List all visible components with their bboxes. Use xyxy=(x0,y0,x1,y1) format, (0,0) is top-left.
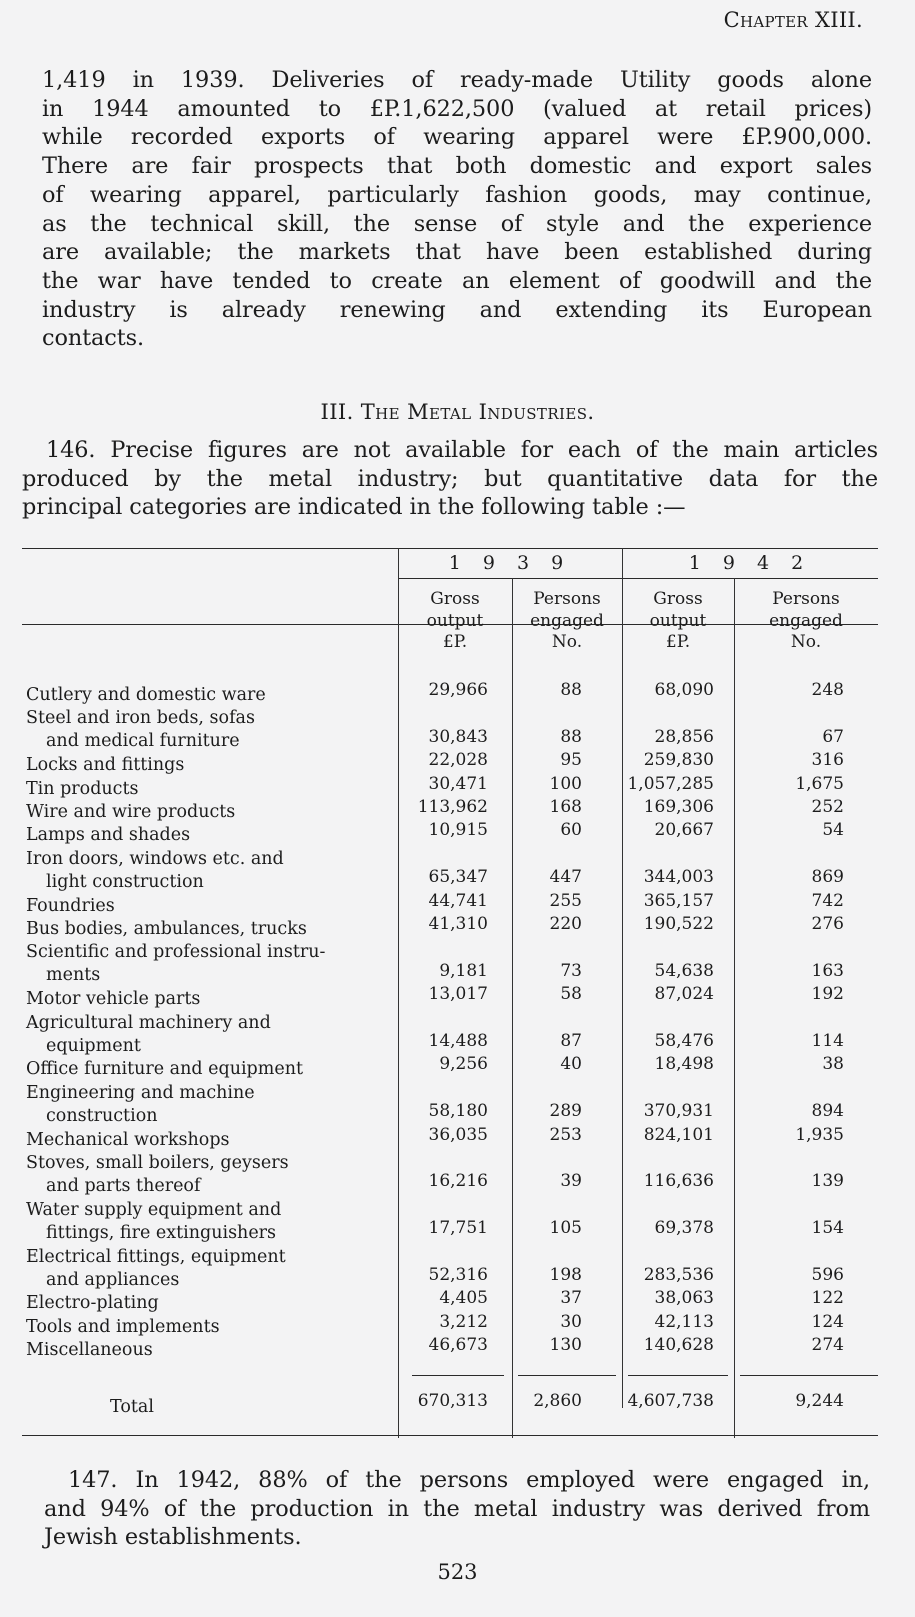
table-cell: 41,310 xyxy=(428,914,488,934)
table-cell: 169,306 xyxy=(643,797,714,817)
metal-industries-table xyxy=(22,548,878,1460)
table-cell: 9,256 xyxy=(439,1054,488,1075)
row-label-line: Steel and iron beds, sofas xyxy=(26,708,255,729)
text-line: 1,419 in 1939. Deliveries of ready-made Utility goods alone xyxy=(42,67,872,93)
column-header xyxy=(398,588,512,632)
row-label-line: Electrical fittings, equipment xyxy=(26,1246,286,1267)
table-cell: 220 xyxy=(549,914,582,934)
text-line: as the technical skill, the sense of style and the experience xyxy=(42,210,872,237)
row-label-line: Motor vehicle parts xyxy=(26,989,201,1010)
row-label-line: Iron doors, windows etc. and xyxy=(26,848,284,869)
row-label-line: Bus bodies, ambulances, trucks xyxy=(26,919,307,939)
table-cell: 17,751 xyxy=(428,1218,488,1239)
column-header xyxy=(622,588,734,632)
table-cell: 38 xyxy=(822,1054,844,1075)
table-cell: 40 xyxy=(560,1054,582,1075)
paragraph-146 xyxy=(22,436,878,522)
paragraph-continuation xyxy=(42,66,872,353)
table-cell: 894 xyxy=(811,1101,844,1122)
total-label: Total xyxy=(110,1396,154,1417)
table-cell: 37 xyxy=(560,1288,582,1309)
row-label xyxy=(26,1152,289,1198)
table-cell: 255 xyxy=(549,890,582,911)
row-label-line: Miscellaneous xyxy=(26,1340,153,1361)
table-cell: 3,212 xyxy=(439,1311,488,1332)
table-cell: 365,157 xyxy=(643,890,714,911)
row-label xyxy=(26,988,200,1011)
row-label-line: Mechanical workshops xyxy=(26,1129,230,1150)
year-header: 1 9 4 2 xyxy=(688,552,812,574)
row-label xyxy=(26,1316,220,1339)
row-label-line: Agricultural machinery and xyxy=(26,1012,271,1033)
text-line: and 94% of the production in the metal industry was derived from xyxy=(44,1495,870,1522)
table-cell: 154 xyxy=(811,1218,844,1239)
row-label xyxy=(26,754,184,777)
table-cell: 869 xyxy=(811,867,844,888)
table-cell: 139 xyxy=(811,1171,844,1192)
row-label-line: Electro-plating xyxy=(26,1293,159,1314)
table-cell: 58 xyxy=(560,984,582,1005)
text-line: 147. In 1942, 88% of the persons employed were engaged in, xyxy=(68,1467,870,1493)
row-label-line: Wire and wire products xyxy=(26,802,236,822)
row-label xyxy=(26,1012,271,1058)
row-label-line: Tin products xyxy=(26,778,139,799)
table-cell: 122 xyxy=(811,1288,844,1309)
table-cell: 46,673 xyxy=(428,1335,488,1356)
table-cell: 289 xyxy=(549,1101,582,1122)
table-cell: 824,101 xyxy=(643,1124,714,1145)
row-label xyxy=(26,1292,159,1315)
table-cell: 65,347 xyxy=(428,867,488,888)
paragraph-147 xyxy=(44,1466,870,1552)
table-cell: 9,181 xyxy=(439,960,488,981)
text-line: There are fair prospects that both domestic and export sales xyxy=(42,153,872,180)
table-cell: 69,378 xyxy=(654,1218,714,1239)
text-line: are available; the markets that have been established during xyxy=(42,239,872,266)
table-cell: 20,667 xyxy=(654,820,714,841)
text-line: while recorded exports of wearing apparel were £P.900,000. xyxy=(42,124,872,151)
table-cell: 10,915 xyxy=(428,820,488,841)
column-header-line: Persons xyxy=(772,589,840,609)
table-cell: 596 xyxy=(811,1265,844,1285)
table-cell: 168 xyxy=(549,797,582,817)
table-cell: 88 xyxy=(560,726,582,747)
row-label-line: Stoves, small boilers, geysers xyxy=(26,1153,289,1173)
row-label-line: and appliances xyxy=(46,1269,180,1290)
page-number: 523 xyxy=(437,1560,478,1584)
row-label-line: construction xyxy=(46,1105,158,1126)
row-label xyxy=(26,848,284,894)
row-label xyxy=(26,801,235,824)
table-cell: 276 xyxy=(811,914,844,934)
table-cell: 44,741 xyxy=(428,890,488,911)
row-label xyxy=(26,895,115,918)
row-label xyxy=(26,1339,153,1362)
table-cell: 58,180 xyxy=(428,1101,488,1122)
table-cell: 67 xyxy=(822,726,844,747)
table-cell: 344,003 xyxy=(643,867,714,888)
row-label xyxy=(26,1199,281,1245)
table-cell: 58,476 xyxy=(654,1031,714,1051)
table-cell: 192 xyxy=(811,984,844,1005)
top-rule xyxy=(22,548,878,549)
table-cell: 60 xyxy=(560,820,582,841)
bottom-rule xyxy=(22,1435,878,1436)
row-label-line: Cutlery and domestic ware xyxy=(26,685,266,705)
column-header xyxy=(734,588,878,632)
table-cell: 30,843 xyxy=(428,726,488,747)
row-label-line: and medical furniture xyxy=(46,731,240,752)
total-cell: 4,607,738 xyxy=(627,1390,714,1411)
row-label xyxy=(26,707,255,753)
table-cell: 253 xyxy=(549,1124,582,1145)
col-divider xyxy=(734,578,735,1438)
total-rule xyxy=(518,1375,616,1376)
table-cell: 113,962 xyxy=(417,797,488,817)
text-line: industry is already renewing and extending its European xyxy=(42,296,872,323)
table-cell: 29,966 xyxy=(428,680,488,700)
row-label-line: Office furniture and equipment xyxy=(26,1059,304,1080)
table-cell: 16,216 xyxy=(428,1171,488,1192)
table-cell: 370,931 xyxy=(643,1101,714,1122)
table-cell: 73 xyxy=(560,960,582,981)
table-cell: 252 xyxy=(811,797,844,817)
unit-label: No. xyxy=(551,632,583,652)
row-label xyxy=(26,941,325,987)
table-cell: 87,024 xyxy=(654,984,714,1005)
table-cell: 116,636 xyxy=(643,1171,714,1192)
table-cell: 18,498 xyxy=(654,1054,714,1075)
text-line: the war have tended to create an element of goodwill and the xyxy=(42,267,872,294)
total-rule xyxy=(412,1375,504,1376)
table-cell: 30 xyxy=(560,1311,582,1332)
row-label xyxy=(26,684,266,707)
text-line: in 1944 amounted to £P.1,622,500 (valued at retail prices) xyxy=(42,95,872,122)
row-label-line: Foundries xyxy=(26,895,115,916)
column-header-line: output xyxy=(426,611,484,631)
table-cell: 13,017 xyxy=(428,984,488,1005)
table-cell: 447 xyxy=(549,867,582,888)
table-cell: 36,035 xyxy=(428,1124,488,1145)
text-line: Jewish establishments. xyxy=(44,1524,302,1551)
unit-label: £P. xyxy=(665,632,691,652)
table-cell: 22,028 xyxy=(428,750,488,771)
table-cell: 283,536 xyxy=(643,1265,714,1285)
table-cell: 28,856 xyxy=(654,726,714,747)
column-header xyxy=(512,588,622,632)
column-header-line: Gross xyxy=(430,589,480,609)
year-header: 1 9 3 9 xyxy=(448,552,572,574)
row-label xyxy=(26,1246,286,1292)
table-cell: 4,405 xyxy=(439,1288,488,1309)
row-label-line: Tools and implements xyxy=(26,1316,220,1337)
row-label-line: Locks and fittings xyxy=(26,755,185,776)
table-cell: 259,830 xyxy=(643,750,714,771)
col-divider xyxy=(398,548,399,1438)
row-label xyxy=(26,824,190,847)
text-line: principal categories are indicated in the following table :— xyxy=(22,494,686,521)
unit-label: No. xyxy=(790,632,822,652)
row-label-line: and parts thereof xyxy=(46,1176,201,1196)
table-cell: 54,638 xyxy=(654,960,714,981)
table-cell: 198 xyxy=(549,1265,582,1285)
col-divider xyxy=(622,548,623,1408)
column-header-line: Persons xyxy=(533,589,601,609)
section-heading: III. The Metal Industries. xyxy=(320,400,595,424)
table-cell: 54 xyxy=(822,820,844,841)
text-line: produced by the metal industry; but quantitative data for the xyxy=(22,465,878,492)
row-label-line: Scientific and professional instru- xyxy=(26,942,326,963)
table-cell: 1,935 xyxy=(795,1124,844,1145)
text-line: of wearing apparel, particularly fashion goods, may continue, xyxy=(42,181,872,208)
table-cell: 105 xyxy=(549,1218,582,1239)
table-cell: 14,488 xyxy=(428,1031,488,1051)
table-cell: 190,522 xyxy=(643,914,714,934)
table-cell: 1,675 xyxy=(795,773,844,794)
table-cell: 1,057,285 xyxy=(627,773,714,794)
row-label xyxy=(26,1129,230,1152)
row-label xyxy=(26,1058,303,1081)
text-line: contacts. xyxy=(42,325,145,352)
table-cell: 140,628 xyxy=(643,1335,714,1356)
row-label-line: Lamps and shades xyxy=(26,825,191,846)
row-label-line: fittings, fire extinguishers xyxy=(46,1222,277,1243)
total-cell: 9,244 xyxy=(795,1390,844,1411)
total-rule xyxy=(740,1375,878,1376)
table-cell: 742 xyxy=(811,890,844,911)
column-header-line: engaged xyxy=(769,611,843,631)
table-cell: 39 xyxy=(560,1171,582,1192)
total-cell: 670,313 xyxy=(417,1390,488,1411)
row-label xyxy=(26,918,307,941)
table-cell: 100 xyxy=(549,773,582,794)
column-header-line: engaged xyxy=(530,611,604,631)
table-cell: 52,316 xyxy=(428,1265,488,1285)
unit-label: £P. xyxy=(442,632,468,652)
row-label xyxy=(26,1082,255,1128)
table-cell: 95 xyxy=(560,750,582,771)
row-label-line: ments xyxy=(46,965,101,986)
row-label xyxy=(26,778,139,801)
row-label-line: light construction xyxy=(46,871,204,892)
table-cell: 124 xyxy=(811,1311,844,1332)
table-cell: 316 xyxy=(811,750,844,771)
row-label-line: Engineering and machine xyxy=(26,1082,255,1103)
row-label-line: equipment xyxy=(46,1035,141,1056)
table-cell: 42,113 xyxy=(654,1311,714,1332)
table-cell: 274 xyxy=(811,1335,844,1356)
year-subrule xyxy=(398,578,878,579)
table-cell: 248 xyxy=(811,680,844,700)
table-cell: 163 xyxy=(811,960,844,981)
table-cell: 87 xyxy=(560,1031,582,1051)
row-label-line: Water supply equipment and xyxy=(26,1199,282,1220)
chapter-header: Chapter XIII. xyxy=(723,8,863,32)
text-line: 146. Precise figures are not available for each of the main articles xyxy=(46,437,878,463)
table-cell: 130 xyxy=(549,1335,582,1356)
total-rule xyxy=(628,1375,728,1376)
table-cell: 30,471 xyxy=(428,773,488,794)
column-header-line: output xyxy=(649,611,707,631)
table-cell: 114 xyxy=(811,1031,844,1051)
table-cell: 68,090 xyxy=(654,680,714,700)
table-cell: 38,063 xyxy=(654,1288,714,1309)
column-header-line: Gross xyxy=(653,589,703,609)
total-cell: 2,860 xyxy=(533,1390,582,1411)
table-cell: 88 xyxy=(560,680,582,700)
col-divider xyxy=(512,578,513,1438)
